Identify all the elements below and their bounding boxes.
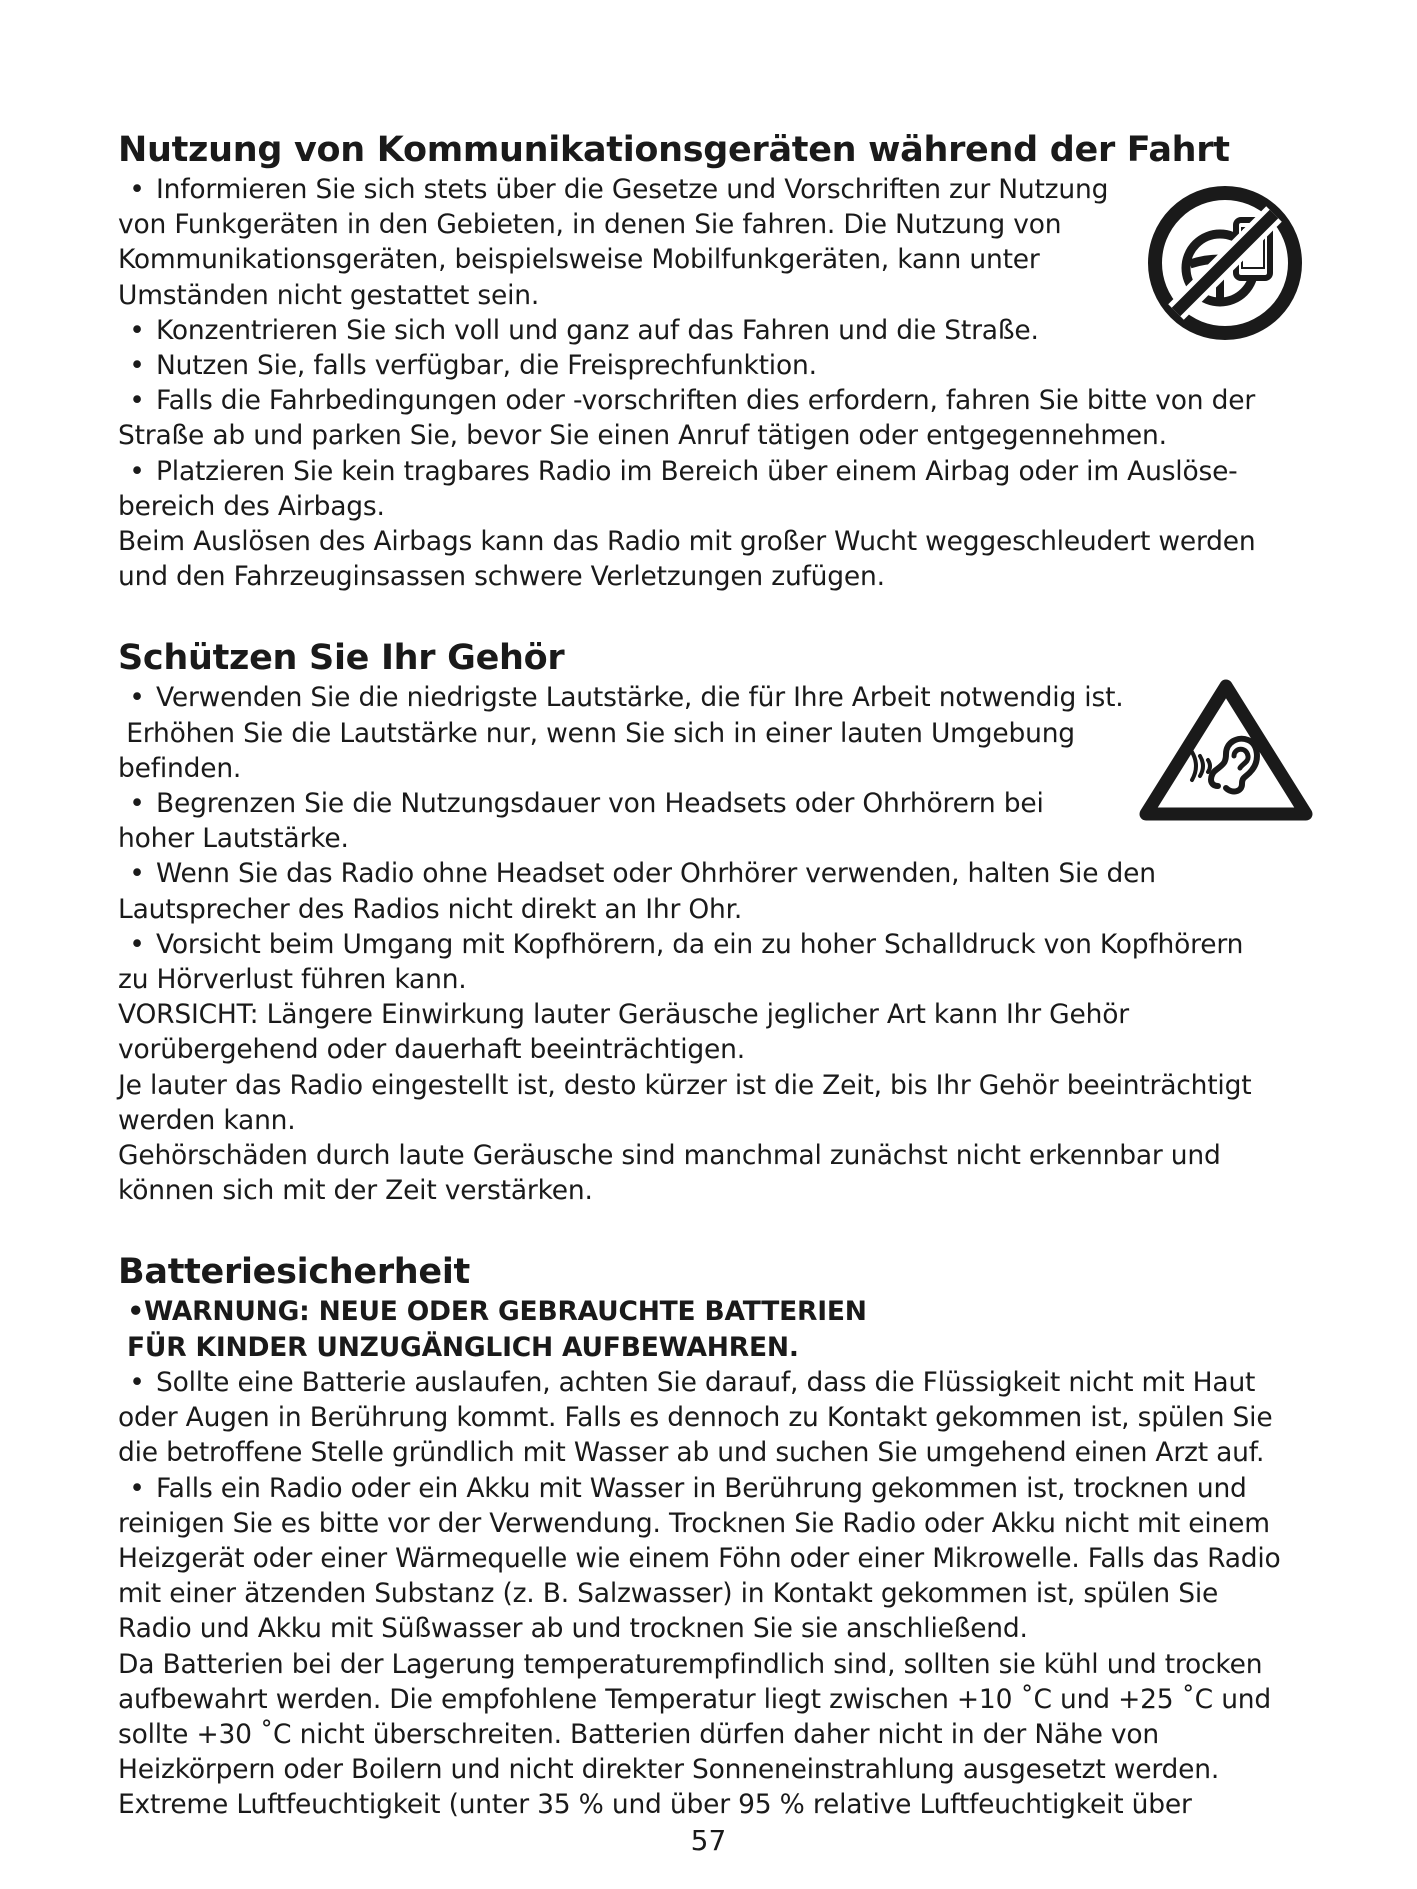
bullet-glyph: • <box>129 385 145 417</box>
driving-paragraph-1 <box>118 524 1318 594</box>
driving-text-block <box>118 172 1318 594</box>
hearing-bullet-2-line-1: Begrenzen Sie die Nutzungsdauer von Headsets oder Ohrhörern bei <box>156 788 1044 820</box>
hearing-paragraph-3 <box>118 1138 1318 1208</box>
battery-warning <box>118 1294 1318 1364</box>
hearing-paragraph-1-line-2: vorübergehend oder dauerhaft beeinträchtigen. <box>118 1034 745 1066</box>
driving-bullet-1-line-1: Informieren Sie sich stets über die Gesetze und Vorschriften zur Nutzung <box>156 174 1109 205</box>
driving-bullet-5-line-1: Platzieren Sie kein tragbares Radio im Bereich über einem Airbag oder im Auslöse- <box>156 455 1238 487</box>
bullet-glyph: • <box>129 858 145 890</box>
section-battery <box>118 1250 1318 1822</box>
battery-paragraph-1-line-5: Extreme Luftfeuchtigkeit (unter 35 % und über 95 % relative Luftfeuchtigkeit über <box>118 1789 1192 1821</box>
driving-bullet-2 <box>118 313 1318 348</box>
no-phone-while-driving-icon <box>1146 184 1304 342</box>
hearing-bullet-3-line-1: Wenn Sie das Radio ohne Headset oder Ohrhörer verwenden, halten Sie den <box>156 858 1156 890</box>
bullet-glyph: • <box>129 928 145 960</box>
bullet-glyph: • <box>129 788 145 820</box>
hearing-paragraph-2-line-1: Je lauter das Radio eingestellt ist, desto kürzer ist die Zeit, bis Ihr Gehör beeinträchtigt <box>118 1069 1252 1101</box>
hearing-bullet-3-line-2: Lautsprecher des Radios nicht direkt an Ihr Ohr. <box>118 893 743 925</box>
driving-bullet-2-text: Konzentrieren Sie sich voll und ganz auf das Fahren und die Straße. <box>156 314 1039 346</box>
driving-bullet-3 <box>118 348 1318 383</box>
driving-bullet-1-line-2: von Funkgeräten in den Gebieten, in denen Sie fahren. Die Nutzung von <box>118 209 1062 241</box>
driving-paragraph-1-line-1: Beim Auslösen des Airbags kann das Radio mit großer Wucht weggeschleudert werden <box>118 526 1256 558</box>
battery-bullet-1-line-2: oder Augen in Berührung kommt. Falls es dennoch zu Kontakt gekommen ist, spülen Sie <box>118 1402 1273 1434</box>
battery-bullet-2-line-5: Radio und Akku mit Süßwasser ab und trocknen Sie sie anschließend. <box>118 1613 1028 1645</box>
bullet-glyph: • <box>129 455 145 487</box>
document-page <box>118 128 1318 1823</box>
section-hearing <box>118 636 1318 1208</box>
driving-bullet-4-line-2: Straße ab und parken Sie, bevor Sie einen Anruf tätigen oder entgegennehmen. <box>118 420 1167 452</box>
hearing-bullet-1-line-1: Verwenden Sie die niedrigste Lautstärke, die für Ihre Arbeit notwendig ist. <box>156 682 1124 714</box>
hearing-bullet-4-line-1: Vorsicht beim Umgang mit Kopfhörern, da ein zu hoher Schalldruck von Kopfhörern <box>156 928 1244 960</box>
battery-bullet-1-line-1: Sollte eine Batterie auslaufen, achten Sie darauf, dass die Flüssigkeit nicht mit Haut <box>156 1366 1256 1398</box>
battery-bullet-2-line-1: Falls ein Radio oder ein Akku mit Wasser in Berührung gekommen ist, trocknen und <box>156 1472 1247 1504</box>
bullet-glyph: • <box>129 174 145 205</box>
battery-bullet-2 <box>118 1471 1318 1647</box>
battery-bullet-1-line-3: die betroffene Stelle gründlich mit Wasser ab und suchen Sie umgehend einen Arzt auf. <box>118 1437 1265 1469</box>
driving-bullet-1 <box>118 172 1153 313</box>
hearing-bullet-1-line-3: befinden. <box>118 752 242 784</box>
hearing-bullet-3 <box>118 856 1318 926</box>
driving-bullet-1-line-3: Kommunikationsgeräten, beispielsweise Mobilfunkgeräten, kann unter <box>118 244 1040 276</box>
battery-bullet-2-line-2: reinigen Sie es bitte vor der Verwendung. Trocknen Sie Radio oder Akku nicht mit einem <box>118 1507 1270 1539</box>
hearing-paragraph-1-line-1: VORSICHT: Längere Einwirkung lauter Geräusche jeglicher Art kann Ihr Gehör <box>118 999 1129 1031</box>
hearing-bullet-4 <box>118 927 1318 997</box>
hearing-bullet-4-line-2: zu Hörverlust führen kann. <box>118 964 467 996</box>
battery-paragraph-1-line-4: Heizkörpern oder Boilern und nicht direkter Sonneneinstrahlung ausgesetzt werden. <box>118 1754 1220 1786</box>
hearing-paragraph-3-line-1: Gehörschäden durch laute Geräusche sind manchmal zunächst nicht erkennbar und <box>118 1140 1221 1172</box>
battery-warning-line-2: FÜR KINDER UNZUGÄNGLICH AUFBEWAHREN. <box>118 1331 799 1363</box>
hearing-paragraph-2-line-2: werden kann. <box>118 1104 296 1136</box>
driving-bullet-4-line-1: Falls die Fahrbedingungen oder -vorschriften dies erfordern, fahren Sie bitte von der <box>156 385 1256 417</box>
section-title-battery: Batteriesicherheit <box>118 1252 470 1293</box>
bullet-glyph: • <box>129 1366 145 1398</box>
bullet-glyph: • <box>129 1472 145 1504</box>
driving-bullet-4 <box>118 383 1318 453</box>
battery-text-block <box>118 1294 1318 1822</box>
page-number: 57 <box>690 1824 727 1857</box>
driving-bullet-3-text: Nutzen Sie, falls verfügbar, die Freisprechfunktion. <box>156 350 817 382</box>
battery-warning-line-1: WARNUNG: NEUE ODER GEBRAUCHTE BATTERIEN <box>144 1296 867 1328</box>
battery-paragraph-1-line-3: sollte +30 ˚C nicht überschreiten. Batterien dürfen daher nicht in der Nähe von <box>118 1718 1159 1750</box>
battery-bullet-2-line-4: mit einer ätzenden Substanz (z. B. Salzwasser) in Kontakt gekommen ist, spülen Sie <box>118 1578 1219 1610</box>
section-driving <box>118 128 1318 594</box>
hearing-paragraph-1 <box>118 997 1318 1067</box>
battery-bullet-1 <box>118 1365 1318 1471</box>
bullet-glyph: • <box>129 682 145 714</box>
hearing-paragraph-3-line-2: können sich mit der Zeit verstärken. <box>118 1175 593 1207</box>
hearing-paragraph-2 <box>118 1068 1318 1138</box>
driving-bullet-1-line-4: Umständen nicht gestattet sein. <box>118 279 540 311</box>
section-title-hearing: Schützen Sie Ihr Gehör <box>118 638 565 679</box>
ear-warning-icon <box>1138 676 1314 826</box>
hearing-bullet-1-line-2: Erhöhen Sie die Lautstärke nur, wenn Sie sich in einer lauten Umgebung <box>118 717 1075 749</box>
battery-paragraph-1 <box>118 1647 1318 1823</box>
warning-bullet-glyph: • <box>127 1296 144 1328</box>
driving-bullet-5 <box>118 454 1318 524</box>
battery-paragraph-1-line-2: aufbewahrt werden. Die empfohlene Temperatur liegt zwischen +10 ˚C und +25 ˚C und <box>118 1683 1272 1715</box>
section-title-driving: Nutzung von Kommunikationsgeräten während der Fahrt <box>118 130 1230 170</box>
hearing-bullet-2-line-2: hoher Lautstärke. <box>118 823 349 855</box>
driving-paragraph-1-line-2: und den Fahrzeuginsassen schwere Verletzungen zufügen. <box>118 561 885 593</box>
battery-paragraph-1-line-1: Da Batterien bei der Lagerung temperaturempfindlich sind, sollten sie kühl und trocken <box>118 1648 1263 1680</box>
driving-bullet-5-line-2: bereich des Airbags. <box>118 490 385 522</box>
battery-bullet-2-line-3: Heizgerät oder einer Wärmequelle wie einem Föhn oder einer Mikrowelle. Falls das Radio <box>118 1542 1281 1574</box>
bullet-glyph: • <box>129 314 145 346</box>
bullet-glyph: • <box>129 350 145 382</box>
